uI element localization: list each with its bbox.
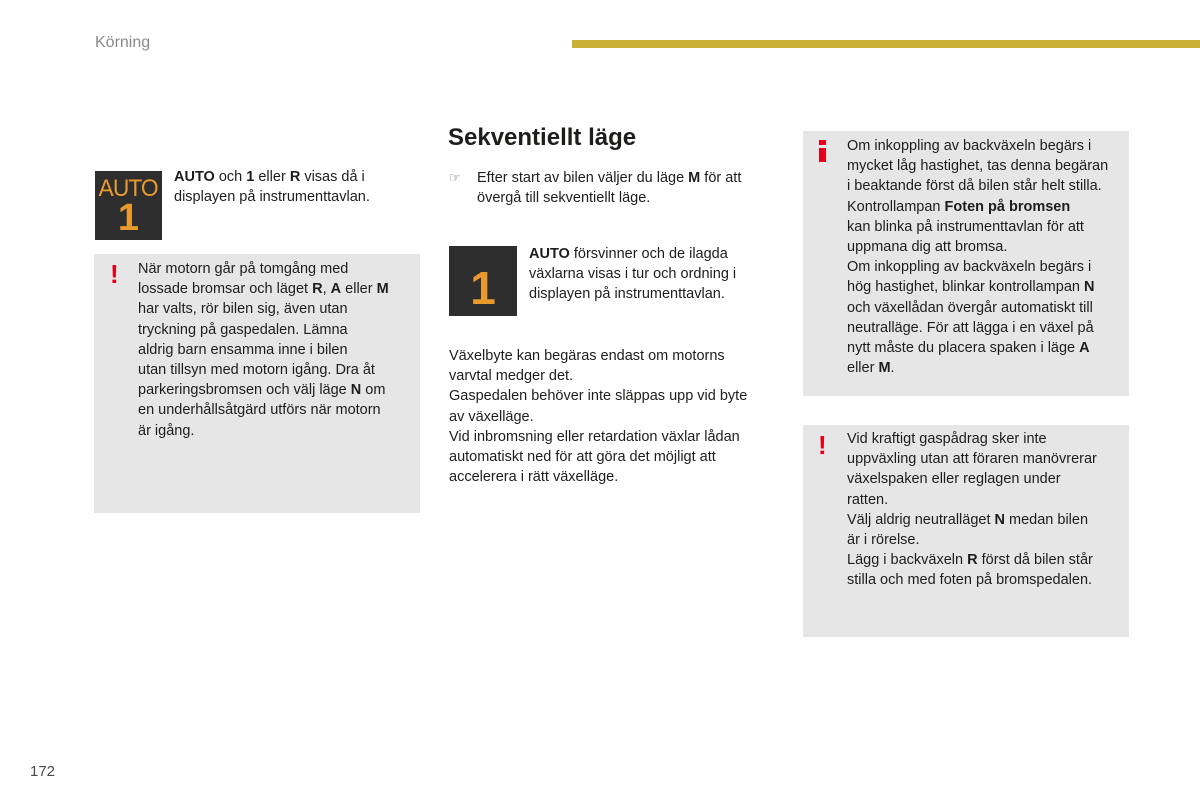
caption-reverse: R	[289, 169, 301, 185]
caption-text: visas då i	[300, 169, 365, 185]
paragraph-line: Gaspedalen behöver inte släppas upp vid byte	[449, 388, 748, 405]
warning-line: en underhållsåtgärd utförs när motorn	[138, 402, 381, 419]
display-auto-text: AUTO	[98, 174, 159, 202]
paragraph-line: automatiskt ned för att göra det möjligt att	[449, 449, 716, 466]
caption-line: displayen på instrumenttavlan.	[529, 286, 725, 303]
section-heading: Sekventiellt läge	[448, 124, 637, 151]
warning-line: om	[361, 382, 386, 399]
instruction-bullet	[477, 168, 767, 208]
display-gear-text: 1	[117, 196, 140, 239]
gear-r: R	[312, 281, 323, 298]
warning-line: eller	[341, 281, 377, 298]
caption-text: och	[214, 169, 247, 185]
gear-m: M	[688, 170, 701, 186]
caption-auto: AUTO	[174, 169, 215, 185]
warning-line: medan bilen	[1005, 511, 1089, 528]
paragraph-line: av växelläge.	[449, 408, 534, 425]
caption-gear: 1	[246, 169, 255, 185]
warning-line: är igång.	[138, 422, 195, 439]
left-display-caption	[174, 167, 414, 207]
warning-line: först då bilen står	[977, 552, 1093, 569]
info-line: Om inkoppling av backväxeln begärs i	[847, 259, 1092, 276]
warning-line: lossade bromsar och läget	[138, 281, 313, 298]
info-line: neutralläge. För att lägga i en växel på	[847, 319, 1094, 336]
warning-line: ratten.	[847, 491, 889, 508]
info-line: och växellådan övergår automatiskt till	[847, 299, 1093, 316]
warning-line: parkeringsbromsen och välj läge	[138, 382, 351, 399]
warning-line: stilla och med foten på bromspedalen.	[847, 572, 1093, 589]
gear-n: N	[994, 511, 1005, 528]
warning-line: Välj aldrig neutralläget	[847, 511, 995, 528]
warning-line: utan tillsyn med motorn igång. Dra åt	[138, 362, 375, 379]
paragraph-line: accelerera i rätt växelläge.	[449, 469, 619, 486]
warning-line: uppväxling utan att föraren manövrerar	[847, 451, 1097, 468]
caption-line: displayen på instrumenttavlan.	[174, 189, 370, 206]
warning-line: har valts, rör bilen sig, även utan	[138, 301, 348, 318]
caption-text: eller	[254, 169, 290, 185]
caption-line: växlarna visas i tur och ordning i	[529, 266, 737, 283]
paragraph-line: Växelbyte kan begäras endast om motorns	[449, 348, 725, 364]
info-line: .	[890, 360, 895, 377]
info-line: Om inkoppling av backväxeln begärs i	[847, 138, 1092, 154]
paragraph-line: varvtal medger det.	[449, 368, 574, 385]
warning-lamp-name: Foten på bromsen	[944, 198, 1071, 215]
info-line: eller	[847, 360, 879, 377]
warning-line: Vid kraftigt gaspådrag sker inte	[847, 431, 1047, 447]
auto-1-display-image	[95, 171, 162, 240]
gear-a: A	[330, 281, 342, 298]
info-line: Kontrollampan	[847, 198, 945, 215]
header-accent-rule	[572, 40, 1200, 48]
gear-a: A	[1079, 340, 1090, 357]
warning-line: När motorn går på tomgång med	[138, 261, 349, 277]
warning-line: är i rörelse.	[847, 532, 920, 549]
gear-1-display-image	[449, 246, 517, 316]
bullet-line: för att	[700, 170, 742, 186]
warning-line: ,	[322, 281, 331, 298]
display-gear-text: 1	[470, 262, 496, 314]
gear-m: M	[878, 360, 891, 377]
warning-text-left	[138, 259, 413, 441]
gear-n: N	[350, 382, 362, 399]
warning-text-right	[847, 429, 1125, 591]
bullet-line: övergå till sekventiellt läge.	[477, 190, 651, 207]
page-number: 172	[30, 763, 56, 780]
info-line: kan blinka på instrumenttavlan för att	[847, 218, 1084, 235]
pointing-hand-icon: ☞	[449, 170, 461, 185]
caption-line: försvinner och de ilagda	[569, 246, 728, 262]
paragraph-line: Vid inbromsning eller retardation växlar lådan	[449, 428, 740, 445]
warning-line: tryckning på gaspedalen. Lämna	[138, 321, 348, 338]
info-line: mycket låg hastighet, tas denna begäran	[847, 158, 1109, 175]
info-line: hög hastighet, blinkar kontrollampan	[847, 279, 1084, 296]
warning-line: Lägg i backväxeln	[847, 552, 968, 569]
info-line: i beaktande först då bilen står helt stilla.	[847, 178, 1102, 195]
warning-line: aldrig barn ensamma inne i bilen	[138, 341, 348, 358]
info-line: uppmana dig att bromsa.	[847, 239, 1008, 256]
bullet-line: Efter start av bilen väljer du läge	[477, 170, 689, 186]
info-icon	[819, 140, 827, 162]
warning-line: växelspaken eller reglagen under	[847, 471, 1061, 488]
warning-icon: !	[110, 259, 119, 289]
gear-n: N	[1083, 279, 1095, 296]
sequential-display-caption	[529, 244, 769, 305]
section-label: Körning	[95, 34, 151, 51]
gear-m: M	[376, 281, 389, 298]
info-text	[847, 136, 1125, 378]
info-line: nytt måste du placera spaken i läge	[847, 340, 1080, 357]
gear-r: R	[967, 552, 978, 569]
gear-change-paragraph	[449, 346, 779, 487]
caption-auto: AUTO	[529, 246, 570, 262]
warning-icon: !	[818, 430, 827, 460]
